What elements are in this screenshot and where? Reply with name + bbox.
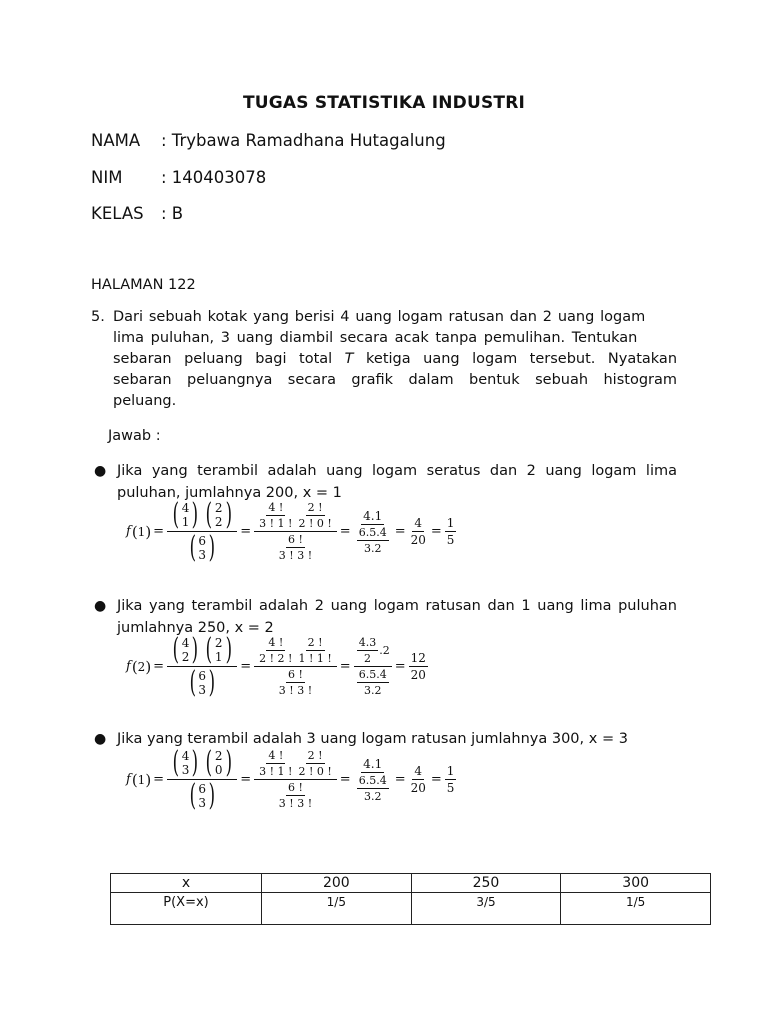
answer-label: Jawab :	[108, 428, 161, 444]
factorial-fraction	[254, 501, 337, 562]
bullet-line: puluhan, jumlahnya 200, x = 1	[117, 485, 342, 501]
paren: (	[131, 770, 138, 789]
numerator: 12	[410, 651, 426, 665]
binomial: ( 6 3 )	[189, 530, 216, 565]
binomial: ( 4 3 )	[172, 745, 199, 780]
function-arg: 2	[137, 659, 146, 674]
nested-num: 4.3	[358, 636, 377, 649]
equals: =	[394, 524, 406, 539]
binom-bottom: 3	[198, 683, 206, 697]
equals: =	[240, 659, 252, 674]
nested-fraction	[357, 636, 379, 665]
denominator	[184, 780, 221, 811]
binomial: ( 6 3 )	[189, 665, 216, 700]
numerator	[167, 497, 237, 532]
fact-num: 2 !	[307, 636, 323, 649]
factorial-term	[257, 501, 294, 530]
binom-bottom: 2	[214, 515, 223, 529]
fact-den: 3 ! 1 !	[259, 765, 293, 778]
nested-den: 3.2	[363, 541, 382, 555]
denominator	[274, 780, 317, 810]
bullet-line: Jika yang terambil adalah uang logam seratus dan 2 uang logam lima	[117, 463, 677, 479]
denominator: 20	[410, 668, 426, 682]
binom-top: 4	[181, 749, 190, 763]
factorial-term	[296, 749, 333, 778]
numerator: 4	[414, 516, 423, 530]
numerator	[254, 636, 337, 667]
equals: =	[240, 524, 252, 539]
bullet-line: Jika yang terambil adalah 3 uang logam ratusan jumlahnya 300, x = 3	[117, 731, 628, 747]
binomial: ( 4 2 )	[172, 632, 199, 667]
formula-2	[126, 632, 429, 700]
binomial: ( 2 0 )	[205, 745, 232, 780]
fact-den: 3 ! 3 !	[278, 684, 313, 697]
paren: )	[145, 770, 152, 789]
numerator	[254, 501, 337, 532]
problem-line-part: sebaran peluang bagi total	[113, 351, 333, 367]
problem-line	[113, 349, 677, 370]
function-name: f	[126, 659, 131, 674]
binom-bottom: 0	[214, 763, 223, 777]
bullet-2-text	[117, 595, 677, 639]
numerator	[354, 636, 392, 667]
factorial-term	[277, 533, 314, 562]
bullet-1-text	[117, 460, 677, 504]
binomial: ( 4 1 )	[172, 497, 199, 532]
equals: =	[153, 524, 165, 539]
fact-den: 3 ! 1 !	[259, 517, 293, 530]
paren: )	[145, 522, 152, 541]
problem-line: sebaran peluangnya secara grafik dalam bentuk sebuah histogram	[113, 372, 677, 388]
equals: =	[430, 772, 442, 787]
problem-line: lima puluhan, 3 uang diambil secara acak tanpa pemulihan. Tentukan	[113, 330, 638, 346]
fact-num: 6 !	[288, 668, 303, 681]
equals: =	[394, 659, 406, 674]
binom-bottom: 3	[198, 796, 206, 810]
denominator: 20	[410, 533, 426, 547]
table-cell: P(X=x)	[111, 893, 262, 925]
binom-top: 2	[214, 636, 223, 650]
equals: =	[339, 524, 351, 539]
identity-label: NAMA	[91, 131, 141, 150]
numeric-fraction	[354, 509, 392, 555]
fact-num: 4 !	[268, 749, 284, 762]
binom-top: 6	[198, 782, 206, 796]
denominator	[354, 773, 392, 803]
factorial-term	[277, 668, 314, 697]
factorial-term	[277, 781, 314, 810]
table-cell: 1/5	[262, 893, 412, 925]
binom-bottom: 2	[181, 650, 190, 664]
function-arg: 1	[137, 524, 146, 539]
binom-bottom: 3	[181, 763, 190, 777]
denominator	[354, 525, 392, 555]
nested-num: 6.5.4	[358, 668, 387, 681]
table-header-cell: 200	[262, 874, 412, 893]
equals: =	[240, 772, 252, 787]
simple-fraction	[409, 651, 428, 682]
fact-num: 2 !	[307, 501, 323, 514]
fact-num: 6 !	[288, 781, 303, 794]
nested-fraction	[357, 774, 389, 803]
binom-bottom: 3	[198, 548, 206, 562]
numerator	[167, 632, 237, 667]
denominator	[184, 532, 221, 563]
function-name: f	[126, 772, 131, 787]
denominator	[274, 532, 317, 562]
numeric-fraction	[354, 636, 392, 697]
binomial-fraction	[167, 745, 237, 813]
nested-num: 6.5.4	[358, 525, 387, 539]
fact-den: 2 ! 0 !	[298, 765, 332, 778]
function-arg: 1	[137, 772, 146, 787]
nested-den: 3.2	[363, 684, 382, 697]
document-title: TUGAS STATISTIKA INDUSTRI	[242, 93, 526, 113]
page-reference: HALAMAN 122	[91, 277, 196, 293]
denominator: 5	[446, 781, 455, 795]
equals: =	[339, 772, 351, 787]
factorial-fraction	[254, 636, 337, 697]
table-header-cell: 300	[561, 874, 711, 893]
factorial-fraction	[254, 749, 337, 810]
identity-row-nim	[91, 168, 266, 187]
fact-num: 4 !	[268, 501, 284, 514]
table-row	[111, 893, 711, 925]
nested-den: 3.2	[363, 789, 382, 803]
simple-fraction	[445, 764, 457, 795]
numerator: 4	[414, 764, 423, 778]
problem-line: peluang.	[113, 393, 177, 409]
binom-top: 6	[198, 534, 206, 548]
binomial-fraction	[167, 632, 237, 700]
table-cell: 1/5	[561, 893, 711, 925]
bullet-dot: ●	[94, 598, 107, 614]
identity-row-kelas	[91, 204, 183, 223]
binom-top: 2	[214, 749, 223, 763]
problem-text	[113, 307, 677, 412]
probability-table	[110, 873, 711, 925]
numerator	[254, 749, 337, 780]
paren: (	[131, 522, 138, 541]
paren: (	[131, 657, 138, 676]
numerator: 1	[446, 764, 455, 778]
bullet-dot: ●	[94, 463, 107, 479]
binom-top: 6	[198, 669, 206, 683]
nested-num: 6.5.4	[358, 773, 387, 787]
equals: =	[339, 659, 351, 674]
simple-fraction	[409, 516, 428, 547]
binom-top: 4	[181, 501, 190, 515]
problem-number: 5.	[91, 309, 105, 325]
denominator: 20	[410, 781, 426, 795]
simple-fraction	[445, 516, 457, 547]
equals: =	[430, 524, 442, 539]
numerator: 4.1	[363, 508, 383, 523]
fact-den: 1 ! 1 !	[298, 652, 332, 665]
factorial-term	[257, 749, 294, 778]
table-header-row	[111, 874, 711, 893]
variable-T: T	[344, 351, 354, 367]
simple-fraction	[409, 764, 428, 795]
binom-bottom: 1	[181, 515, 190, 529]
bullet-3-text	[117, 728, 677, 750]
bullet-line: jumlahnya 250, x = 2	[117, 620, 274, 636]
identity-label: NIM	[91, 168, 123, 187]
formula-1	[126, 497, 457, 565]
binom-top: 4	[181, 636, 190, 650]
problem-line: Dari sebuah kotak yang berisi 4 uang logam ratusan dan 2 uang logam	[113, 309, 646, 325]
function-name: f	[126, 524, 131, 539]
numeric-fraction	[354, 757, 392, 803]
denominator	[354, 667, 392, 697]
binomial-fraction	[167, 497, 237, 565]
numerator	[167, 745, 237, 780]
identity-row-nama	[91, 131, 446, 150]
table-header-cell: 250	[411, 874, 561, 893]
table-header-cell: x	[111, 874, 262, 893]
bullet-line: Jika yang terambil adalah 2 uang logam ratusan dan 1 uang lima puluhan	[117, 598, 677, 614]
fact-den: 2 ! 0 !	[298, 517, 332, 530]
identity-value: : B	[161, 204, 184, 223]
binomial: ( 2 2 )	[205, 497, 232, 532]
identity-value: : 140403078	[161, 168, 267, 187]
problem-line-part: ketiga uang logam tersebut. Nyatakan	[366, 351, 678, 367]
formula-3	[126, 745, 457, 813]
denominator	[184, 667, 221, 698]
binomial: ( 6 3 )	[189, 778, 216, 813]
fact-den: 2 ! 2 !	[259, 652, 293, 665]
equals: =	[153, 659, 165, 674]
factorial-term	[296, 501, 333, 530]
bullet-dot: ●	[94, 731, 107, 747]
equals: =	[394, 772, 406, 787]
numerator: 1	[446, 516, 455, 530]
fact-den: 3 ! 3 !	[278, 549, 313, 562]
denominator: 5	[446, 533, 455, 547]
fact-num: 6 !	[288, 533, 303, 546]
fact-den: 3 ! 3 !	[278, 797, 313, 810]
table-cell: 3/5	[411, 893, 561, 925]
fact-num: 4 !	[268, 636, 284, 649]
paren: )	[145, 657, 152, 676]
numerator: 4.1	[363, 756, 383, 771]
factorial-term	[296, 636, 333, 665]
fact-num: 2 !	[307, 749, 323, 762]
factorial-term	[257, 636, 294, 665]
denominator	[274, 667, 317, 697]
equals: =	[153, 772, 165, 787]
identity-label: KELAS	[91, 204, 144, 223]
nested-fraction	[357, 668, 389, 697]
binom-top: 2	[214, 501, 223, 515]
binomial: ( 2 1 )	[205, 632, 232, 667]
nested-den: 2	[363, 652, 371, 665]
multiplier: .2	[379, 644, 390, 657]
nested-fraction	[357, 526, 389, 555]
binom-bottom: 1	[214, 650, 223, 664]
identity-value: : Trybawa Ramadhana Hutagalung	[161, 131, 446, 150]
